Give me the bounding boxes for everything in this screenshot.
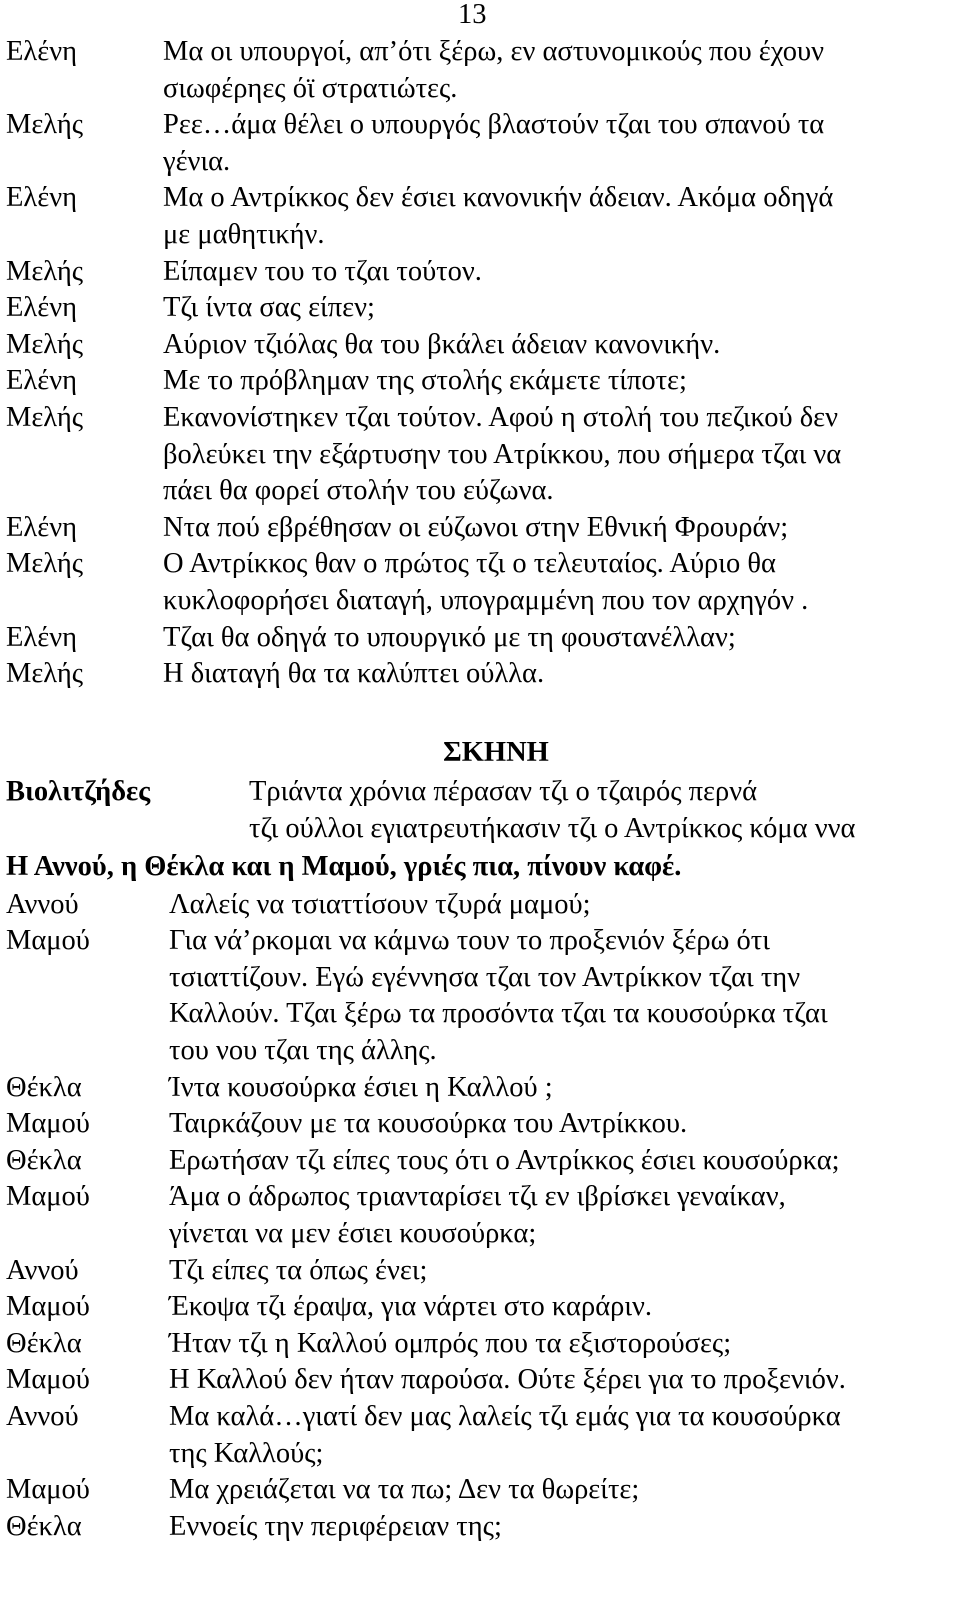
line-text: Έκοψα τζι έραψα, για νάρτει στο καράριν. — [169, 1291, 653, 1323]
speaker-name: Μαμού — [6, 1291, 90, 1323]
dialogue-line — [6, 1472, 956, 1509]
line-text: πάει θα φορεί στολήν του εύζωνα. — [163, 475, 554, 507]
dialogue-line — [6, 1216, 956, 1253]
dialogue-line — [6, 1326, 956, 1363]
line-text: γένια. — [163, 145, 231, 177]
speaker-name: Ελένη — [6, 621, 77, 653]
line-text: κυκλοφορήσει διαταγή, υπογραμμένη που τον αρχηγόν . — [163, 584, 809, 616]
speaker-name: Μαμού — [6, 1181, 90, 1213]
dialogue-line — [6, 656, 956, 693]
speaker-name: Μελής — [6, 109, 84, 141]
speaker-spacer — [6, 1033, 169, 1070]
dialogue-line — [6, 217, 956, 254]
speaker-spacer — [6, 960, 169, 997]
line-text: Λαλείς να τσιαττίσουν τζυρά μαμού; — [169, 888, 591, 920]
dialogue-line — [6, 1106, 956, 1143]
dialogue-line — [6, 773, 956, 810]
line-text: Τζι είπες τα όπως ένει; — [169, 1254, 428, 1286]
speaker-spacer — [6, 583, 163, 620]
dialogue-scene-2 — [6, 887, 956, 1546]
speaker-name: Ελένη — [6, 182, 77, 214]
dialogue-line — [6, 473, 956, 510]
dialogue-line — [6, 107, 956, 144]
speaker-name: Ελένη — [6, 511, 77, 543]
dialogue-line — [6, 363, 956, 400]
line-text: Η διαταγή θα τα καλύπτει ούλλα. — [163, 658, 545, 690]
line-text: Είπαμεν του το τζαι τούτον. — [163, 255, 482, 287]
speaker-name: Μαμού — [6, 925, 90, 957]
speaker-spacer — [6, 810, 249, 847]
dialogue-line — [6, 400, 956, 437]
speaker-name: Μελής — [6, 548, 84, 580]
line-text: Για νά’ρκομαι να κάμνω τουν το προξενιόν ξέρω ότι — [169, 925, 770, 957]
speaker-spacer — [6, 437, 163, 474]
line-text: Άμα ο άδρωπος τριανταρίσει τζι εν ιβρίσκει γεναίκαν, — [169, 1181, 786, 1213]
dialogue-line — [6, 1509, 956, 1546]
speaker-spacer — [6, 1436, 169, 1473]
dialogue-line — [6, 290, 956, 327]
line-text: σιωφέρηες όϊ στρατιώτες. — [163, 72, 458, 104]
dialogue-line — [6, 1289, 956, 1326]
speaker-spacer — [6, 217, 163, 254]
dialogue-line — [6, 34, 956, 71]
speaker-name: Ελένη — [6, 36, 77, 67]
line-text: Τζαι θα οδηγά το υπουργικό με τη φουστανέλλαν; — [163, 621, 736, 653]
line-text: της Καλλούς; — [169, 1437, 324, 1469]
line-text: Μα οι υπουργοί, απ’ότι ξέρω, εν αστυνομικούς που έχουν — [163, 36, 825, 67]
dialogue-line — [6, 254, 956, 291]
line-text: Ίντα κουσούρκα έσιει η Καλλού ; — [169, 1071, 553, 1103]
line-text: Η Καλλού δεν ήταν παρούσα. Ούτε ξέρει για το προξενιόν. — [169, 1364, 846, 1396]
dialogue-line — [6, 620, 956, 657]
dialogue-line — [6, 1362, 956, 1399]
dialogue-line — [6, 1436, 956, 1473]
speaker-spacer — [6, 144, 163, 181]
line-text: Ρεε…άμα θέλει ο υπουργός βλαστούν τζαι του σπανού τα — [163, 109, 825, 141]
dialogue-line — [6, 1253, 956, 1290]
line-text: Εκανονίστηκεν τζαι τούτον. Αφού η στολή του πεζικού δεν — [163, 401, 839, 433]
dialogue-line — [6, 923, 956, 960]
dialogue-line — [6, 996, 956, 1033]
speaker-name: Αννού — [6, 1254, 79, 1286]
line-text: Μα χρειάζεται να τα πω; Δεν τα θωρείτε; — [169, 1474, 640, 1506]
line-text: τσιαττίζουν. Εγώ εγέννησα τζαι τον Αντρίκκον τζαι την — [169, 961, 801, 993]
speaker-name: Θέκλα — [6, 1327, 82, 1359]
dialogue-line — [6, 1033, 956, 1070]
dialogue-line — [6, 1179, 956, 1216]
speaker-name: Μαμού — [6, 1474, 90, 1506]
dialogue-line — [6, 71, 956, 108]
line-text: τζι ούλλοι εγιατρευτήκασιν τζι ο Αντρίκκος κόμα ννα — [249, 812, 856, 844]
speaker-name: Θέκλα — [6, 1144, 82, 1176]
line-text: Ταιρκάζουν με τα κουσούρκα του Αντρίκκου. — [169, 1108, 688, 1140]
speaker-spacer — [6, 473, 163, 510]
line-text: Εννοείς την περιφέρειαν της; — [169, 1510, 502, 1542]
line-text: Τριάντα χρόνια πέρασαν τζι ο τζαιρός περνά — [249, 775, 758, 807]
dialogue-scene-1 — [6, 34, 956, 693]
speaker-name: Αννού — [6, 888, 79, 920]
line-text: Καλλούν. Τζαι ξέρω τα προσόντα τζαι τα κουσούρκα τζαι — [169, 998, 828, 1030]
line-text: Ο Αντρίκκος θαν ο πρώτος τζι ο τελευταίος. Αύριο θα — [163, 548, 776, 580]
line-text: γίνεται να μεν έσιει κουσούρκα; — [169, 1218, 537, 1250]
dialogue-line — [6, 510, 956, 547]
line-text: Τζι ίντα σας είπεν; — [163, 292, 375, 324]
speaker-spacer — [6, 996, 169, 1033]
dialogue-line — [6, 810, 956, 847]
dialogue-line — [6, 437, 956, 474]
dialogue-line — [6, 327, 956, 364]
line-text: Ήταν τζι η Καλλού ομπρός που τα εξιστορούσες; — [169, 1327, 732, 1359]
line-text: Αύριον τζιόλας θα του βκάλει άδειαν κανονικήν. — [163, 328, 721, 360]
speaker-name: Βιολιτζήδες — [6, 775, 151, 807]
dialogue-line — [6, 1143, 956, 1180]
dialogue-line — [6, 887, 956, 924]
speaker-name: Μαμού — [6, 1364, 90, 1396]
speaker-spacer — [6, 71, 163, 108]
speaker-name: Αννού — [6, 1401, 79, 1432]
speaker-name: Θέκλα — [6, 1071, 82, 1103]
line-text: Μα ο Αντρίκκος δεν έσιει κανονικήν άδειαν. Ακόμα οδηγά — [163, 182, 834, 214]
scene-heading: ΣΚΗΝΗ — [443, 736, 549, 768]
speaker-name: Μελής — [6, 255, 84, 287]
musicians-block — [6, 773, 956, 847]
dialogue-line — [6, 583, 956, 620]
speaker-spacer — [6, 1216, 169, 1253]
line-text: Με το πρόβλημαν της στολής εκάμετε τίποτε; — [163, 365, 687, 397]
speaker-name: Μελής — [6, 401, 84, 433]
line-text: με μαθητικήν. — [163, 218, 325, 250]
line-text: του νου τζαι της άλλης. — [169, 1035, 437, 1067]
dialogue-line — [6, 960, 956, 997]
dialogue-line — [6, 144, 956, 181]
dialogue-line — [6, 1399, 956, 1436]
line-text: βολεύκει την εξάρτυσην του Ατρίκκου, που σήμερα τζαι να — [163, 438, 842, 470]
stage-direction: Η Αννού, η Θέκλα και η Μαμού, γριές πια, πίνουν καφέ. — [6, 850, 682, 882]
speaker-name: Ελένη — [6, 365, 77, 397]
line-text: Μα καλά…γιατί δεν μας λαλείς τζι εμάς για τα κουσούρκα — [169, 1401, 841, 1432]
document-body — [6, 34, 956, 1545]
dialogue-line — [6, 1070, 956, 1107]
dialogue-line — [6, 546, 956, 583]
line-text: Ντα πού εβρέθησαν οι εύζωνοι στην Εθνική Φρουράν; — [163, 511, 789, 543]
speaker-name: Μελής — [6, 658, 84, 690]
line-text: Ερωτήσαν τζι είπες τους ότι ο Αντρίκκος έσιει κουσούρκα; — [169, 1144, 840, 1176]
page-number: 13 — [458, 0, 487, 30]
dialogue-line — [6, 180, 956, 217]
speaker-name: Μελής — [6, 328, 84, 360]
speaker-name: Θέκλα — [6, 1510, 82, 1542]
speaker-name: Ελένη — [6, 292, 77, 324]
speaker-name: Μαμού — [6, 1108, 90, 1140]
